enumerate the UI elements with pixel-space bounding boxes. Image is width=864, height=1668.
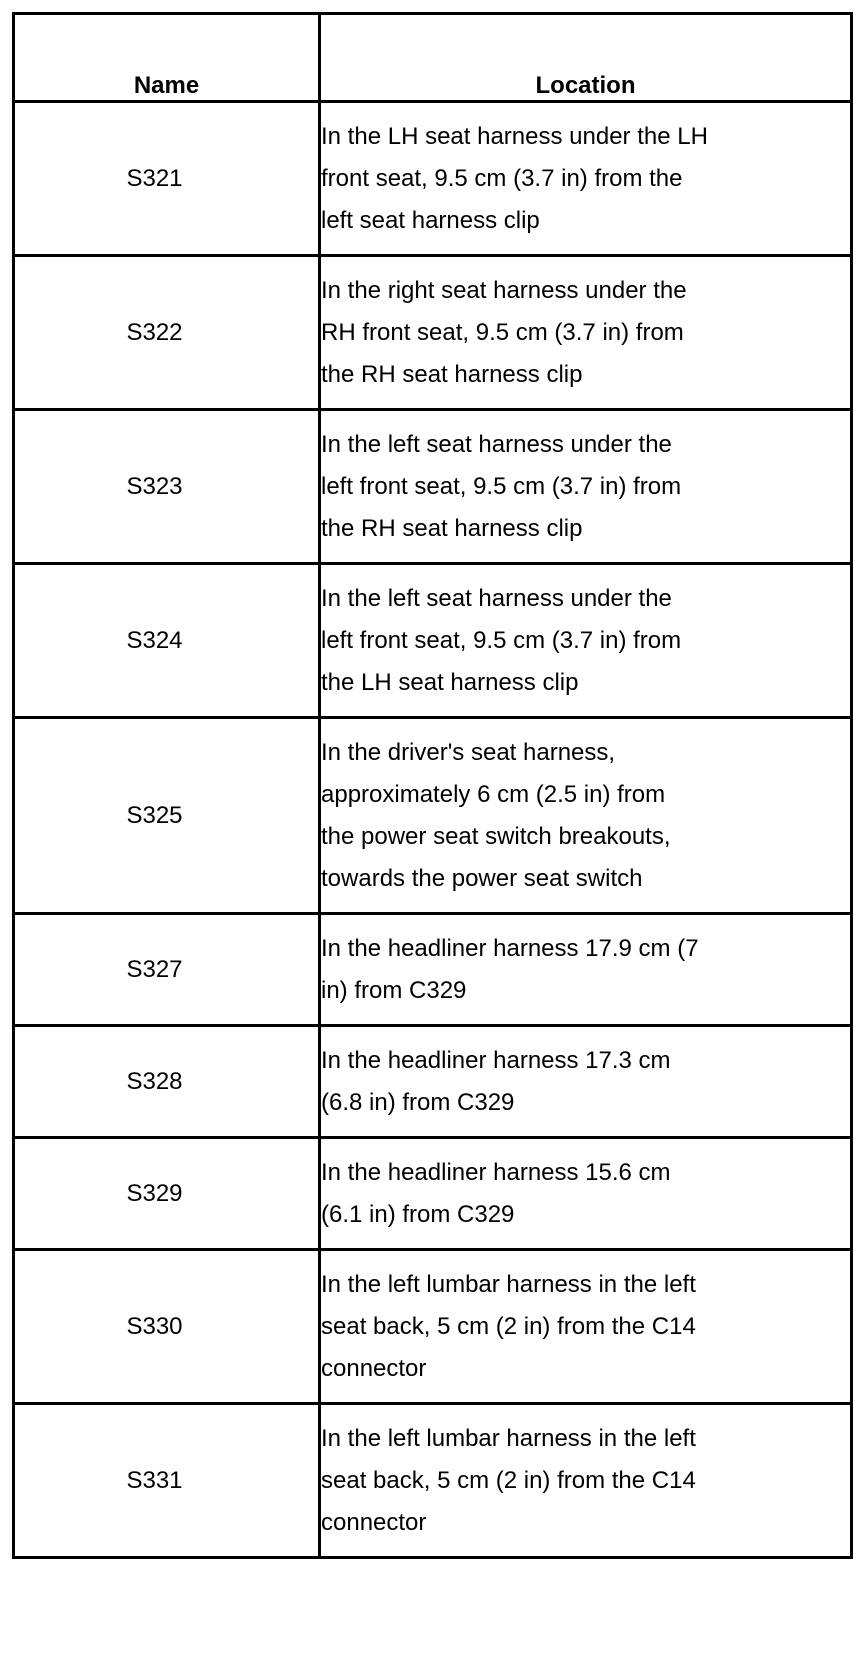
table-row xyxy=(14,1250,852,1404)
location-line: the LH seat harness clip xyxy=(321,668,579,696)
location-line: In the headliner harness 17.9 cm (7 xyxy=(321,934,699,962)
table-row xyxy=(14,564,852,718)
table-row xyxy=(14,1026,852,1138)
location-line: left front seat, 9.5 cm (3.7 in) from xyxy=(321,472,682,500)
splice-name: S325 xyxy=(126,801,183,829)
location-line: seat back, 5 cm (2 in) from the C14 xyxy=(321,1466,696,1494)
splice-name: S327 xyxy=(126,955,183,983)
table-row xyxy=(14,1404,852,1558)
splice-name: S330 xyxy=(126,1312,183,1340)
splice-name: S321 xyxy=(126,164,183,192)
table-row xyxy=(14,1138,852,1250)
location-cell xyxy=(320,1138,852,1250)
location-line: In the driver's seat harness, xyxy=(321,738,616,766)
location-line: In the headliner harness 15.6 cm xyxy=(321,1158,671,1186)
splice-name: S331 xyxy=(126,1466,183,1494)
location-line: the power seat switch breakouts, xyxy=(321,822,671,850)
location-cell xyxy=(320,1404,852,1558)
location-cell xyxy=(320,914,852,1026)
location-cell xyxy=(320,1250,852,1404)
table-row xyxy=(14,102,852,256)
location-line: In the left lumbar harness in the left xyxy=(321,1424,696,1452)
location-line: (6.1 in) from C329 xyxy=(321,1200,515,1228)
location-line: left front seat, 9.5 cm (3.7 in) from xyxy=(321,626,682,654)
splice-name: S328 xyxy=(126,1067,183,1095)
location-line: RH front seat, 9.5 cm (3.7 in) from xyxy=(321,318,684,346)
table-row xyxy=(14,256,852,410)
location-line: front seat, 9.5 cm (3.7 in) from the xyxy=(321,164,683,192)
name-cell xyxy=(14,256,320,410)
location-line: left seat harness clip xyxy=(321,206,540,234)
location-line: the RH seat harness clip xyxy=(321,360,583,388)
column-header-location: Location xyxy=(320,14,852,102)
table-row xyxy=(14,914,852,1026)
location-line: in) from C329 xyxy=(321,976,467,1004)
location-line: In the left seat harness under the xyxy=(321,584,672,612)
name-cell xyxy=(14,410,320,564)
location-cell xyxy=(320,564,852,718)
splice-name: S324 xyxy=(126,626,183,654)
table-row xyxy=(14,718,852,914)
table-row xyxy=(14,410,852,564)
column-header-name: Name xyxy=(14,14,320,102)
location-line: In the right seat harness under the xyxy=(321,276,687,304)
location-line: connector xyxy=(321,1508,427,1536)
name-cell xyxy=(14,102,320,256)
location-line: In the left lumbar harness in the left xyxy=(321,1270,696,1298)
name-cell xyxy=(14,564,320,718)
location-cell xyxy=(320,718,852,914)
splice-location-table xyxy=(12,12,853,1559)
location-line: the RH seat harness clip xyxy=(321,514,583,542)
location-cell xyxy=(320,1026,852,1138)
name-cell xyxy=(14,1026,320,1138)
location-line: In the LH seat harness under the LH xyxy=(321,122,708,150)
location-line: In the left seat harness under the xyxy=(321,430,672,458)
location-line: approximately 6 cm (2.5 in) from xyxy=(321,780,666,808)
location-cell xyxy=(320,102,852,256)
name-cell xyxy=(14,1250,320,1404)
name-cell xyxy=(14,1404,320,1558)
location-cell xyxy=(320,410,852,564)
location-line: In the headliner harness 17.3 cm xyxy=(321,1046,671,1074)
splice-name: S329 xyxy=(126,1179,183,1207)
splice-name: S323 xyxy=(126,472,183,500)
location-cell xyxy=(320,256,852,410)
location-line: seat back, 5 cm (2 in) from the C14 xyxy=(321,1312,696,1340)
location-line: connector xyxy=(321,1354,427,1382)
splice-name: S322 xyxy=(126,318,183,346)
name-cell xyxy=(14,718,320,914)
name-cell xyxy=(14,914,320,1026)
location-line: (6.8 in) from C329 xyxy=(321,1088,515,1116)
location-line: towards the power seat switch xyxy=(321,864,643,892)
header-row xyxy=(14,14,852,102)
name-cell xyxy=(14,1138,320,1250)
